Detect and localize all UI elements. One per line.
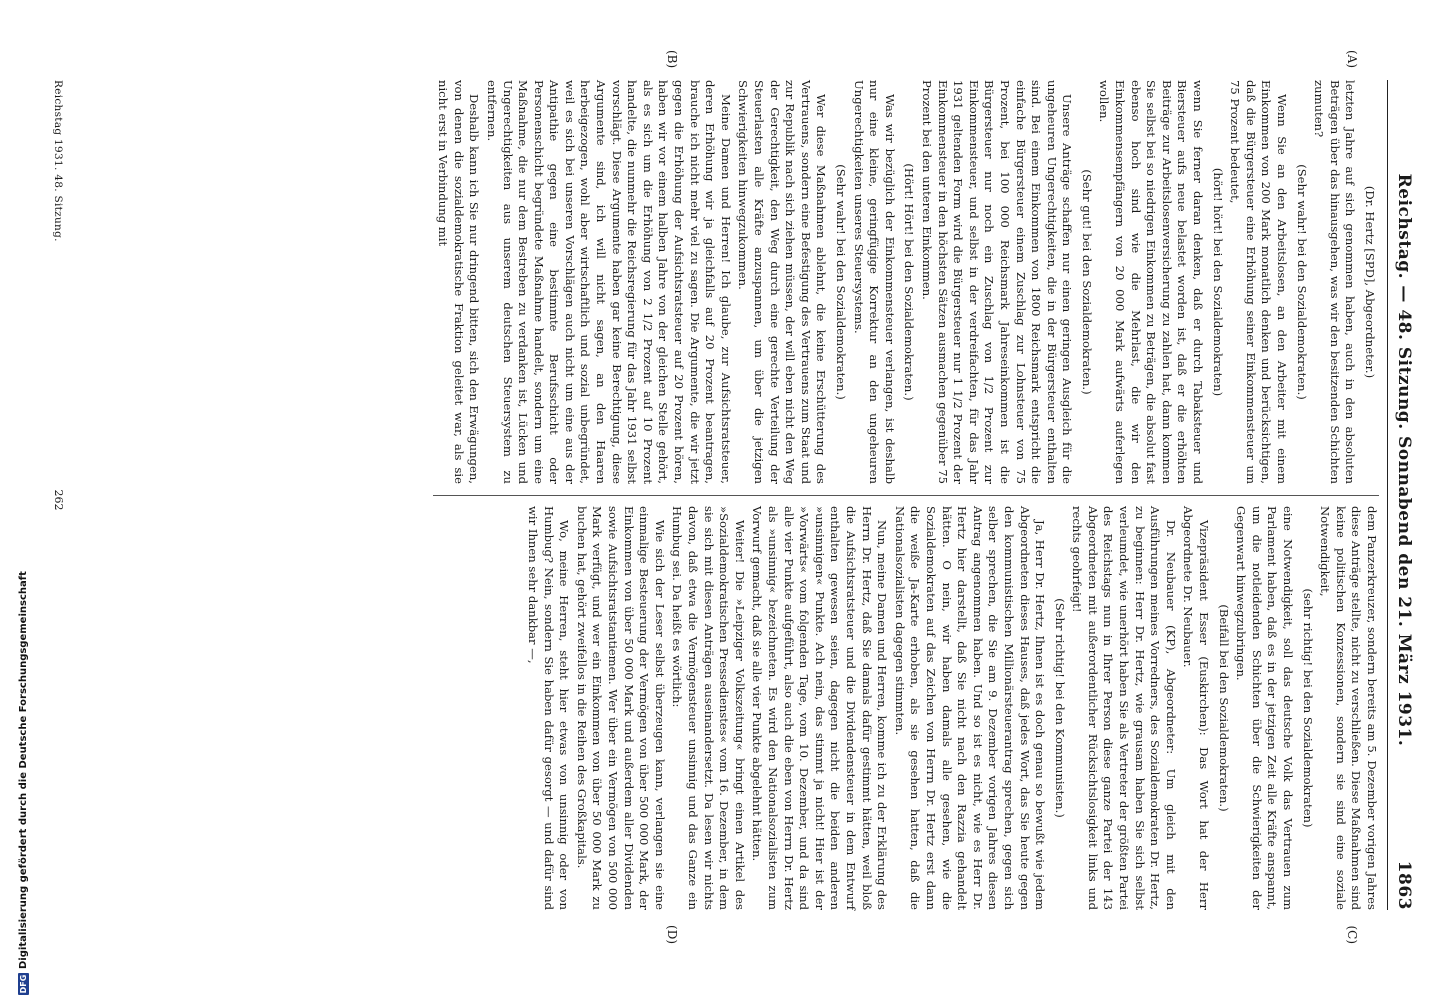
text-columns (433, 50, 1379, 944)
interjection: (Sehr richtig! bei den Kommunisten.) (1052, 598, 1067, 818)
page-number: 1863 (1394, 860, 1414, 910)
paragraph: Dr. Neubauer (KP), Abgeordneter: Um gleich mit den Ausführungen meines Vorredners, des Sozialdemokraten Dr. Hertz, zu beginnen: Herr Dr. Hertz, wie grausam haben Sie sich selbst verleumdet, wie unerhört haben Sie als Vertreter der größten Partei des Reichstags nun in Ihrer Person diese ganze Partei der 143 Abgeordneten mit außerordentlicher Rücksichtslosigkeit links und rechts geohrfeigt! (1070, 506, 1178, 910)
right-column (433, 506, 1379, 910)
paragraph: Wo, meine Herren, steht hier etwas von unsinnig oder von Humbug? Nein, sondern Sie haben dafür gesorgt — und dafür sind wir Ihnen sehr dankbar —, (526, 506, 572, 910)
footer-page-number: 262 (52, 489, 65, 511)
page-header (1387, 80, 1414, 910)
margin-letter-d: (D) (665, 925, 679, 944)
paragraph: Was wir bezüglich der Einkommensteuer verlangen, ist deshalb nur eine kleine, geringfügige Korrektur an den ungeheuren Ungerechtigkeiten unseres Steuersystems. (851, 80, 897, 484)
footer-session: Reichstag 1931. 48. Sitzung. (52, 80, 64, 242)
margin-letter-b: (B) (665, 50, 679, 69)
document-page (34, 0, 1434, 1000)
margin-letter-a: (A) (1345, 50, 1359, 69)
paragraph: letzten Jahre auf sich genommen haben, auch in den absoluten Beträgen über das hinausgehen, was wir den besitzenden Schichten zumuten? (1312, 80, 1358, 484)
funder-strip (4, 0, 29, 1000)
paragraph: Unsere Anträge schaffen nur einen geringen Ausgleich für die ungeheuren Ungerechtigkeiten, die in der Bürgersteuer enthalten sind. Bei einem Einkommen von 1800 Reichsmark entspricht die einfache Bürgersteuer einem Zuschlag zur Lohnsteuer von 75 Prozent, bei 100 000 Reichsmark Jahreseinkommen ist die Bürgersteuer nur noch ein Zuschlag von 1/2 Prozent zur Einkommensteuer, und selbst in der verdreifachten, für das Jahr 1931 geltenden Form wird die Bürgersteuer nur 1 1/2 Prozent der Einkommensteuer in den höchsten Sätzen ausmachen gegenüber 75 Prozent bei den unteren Einkommen. (919, 80, 1075, 484)
block-quote: Wie sich der Leser selbst überzeugen kann, verlangen sie eine einmalige Besteuerung der Vermögen von über 500 000 Mark, der Einkommen von über 50 000 Mark und außerdem aller Dividenden sowie Aufsichtsratstantiemen. Wer über ein Vermögen von 500 000 Mark verfügt, und wer ein Einkommen von über 50 000 Mark zu buchen hat, gehört zweifellos in die Reihen des Großkapitals. (574, 506, 667, 910)
paragraph: dem Panzerkreuzer, sondern bereits am 5. Dezember vorigen Jahres diese Anträge stellte, nicht zu verschließen. Diese Maßnahmen sind keine politischen Konzessionen, sondern sie sind eine soziale Notwendigkeit, (1318, 506, 1379, 910)
funder-note (18, 5, 29, 995)
paragraph: eine Notwendigkeit, soll das deutsche Volk das Vertrauen zum Parlament haben, daß es in der jetzigen Zeit alle Kräfte anspannt, um die notleidenden Schichten über die Schwierigkeiten der Gegenwart hinwegzubringen. (1234, 506, 1296, 910)
interjection: (Sehr wahr! bei den Sozialdemokraten.) (1294, 164, 1309, 400)
paragraph: Deshalb kann ich Sie nur dringend bitten, sich den Erwägungen, von denen die sozialdemokratische Fraktion geleitet war, als sie nicht erst in Verbindung mit (436, 80, 482, 484)
dfg-logo-icon: DFG (19, 974, 28, 994)
paragraph: wenn Sie ferner daran denken, daß er durch Tabaksteuer und Biersteuer aufs neue belastet worden ist, daß er die erhöhten Beiträge zur Arbeitslosenversicherung zu zahlen hat, dann kommen Sie selbst bei so niedrigen Einkommen zu Beträgen, die absolut fast ebenso hoch sind wie die Mehrlast, die wir den Einkommensempfängern von 20 000 Mark aufwärts auferlegen wollen. (1097, 80, 1206, 484)
interjection: (Hört! Hört! bei den Sozialdemokraten.) (902, 163, 917, 401)
paragraph: Meine Damen und Herren! Ich glaube, zur Aufsichtsratsteuer, deren Erhöhung wir ja gleichfalls auf 20 Prozent beantragen, brauche ich nicht mehr viel zu sagen. Die Argumente, die wir jetzt gegen die Erhöhung der Aufsichtsratsteuer auf 20 Prozent hören, haben wir vor einem halben Jahre von der gleichen Stelle gehört, als es sich um die Erhöhung von 2 1/2 Prozent auf 10 Prozent handelte, die nunmehr die Reichsregierung für das Jahr 1931 selbst vorschlägt. Diese Argumente haben gar keine Berechtigung, diese Argumente sind, ich will nicht sagen, an den Haaren herbeigezogen, wohl aber wirtschaftlich und sozial unbegründet, weil es sich bei unseren Vorschlägen auch nicht um eine aus der Antipathie gegen eine bestimmte Berufsschicht oder Personenschicht begründete Maßnahme handelt, sondern um eine Maßnahme, die nur dem Bestreben zu verdanken ist, Lücken und Ungerechtigkeiten aus unserem deutschen Steuersystem zu entfernen. (484, 80, 733, 484)
left-column (433, 80, 1379, 484)
paragraph: Wenn Sie an den Arbeitslosen, an den Arbeiter mit einem Einkommen von 200 Mark monatlich denken und berücksichtigen, daß die Bürgersteuer eine Erhöhung seiner Einkommensteuer um 75 Prozent bedeutet, (1228, 80, 1290, 484)
interjection: (Beifall bei den Sozialdemokraten.) (1216, 604, 1231, 812)
margin-letter-c: (C) (1345, 925, 1359, 944)
paragraph: Vizepräsident Esser (Euskirchen): Das Wort hat der Herr Abgeordnete Dr. Neubauer. (1181, 506, 1212, 910)
paragraph: Wer diese Maßnahmen ablehnt, die keine Erschütterung des Vertrauens, sondern eine Befestigung des Vertrauens zum Staat und zur Republik nach sich ziehen müssen, der will eben nicht den Weg der Gerechtigkeit, den Weg durch eine gerechte Verteilung der Steuerlasten alle Kräfte anzuspannen, um über die jetzigen Schwierigkeiten hinwegzukommen. (736, 80, 829, 484)
speaker-line: (Dr. Hertz [SPD], Abgeordneter.) (1363, 185, 1377, 379)
column-divider (433, 495, 1379, 496)
paragraph: Weiter! Die »Leipziger Volkszeitung« bringt einen Artikel des »Sozialdemokratischen Pressedienstes« vom 16. Dezember, in dem sie sich mit diesen Anträgen auseinandersetzt. Da lesen wir nichts davon, daß etwa die Vermögensteuer unsinnig und das Ganze ein Humbug sei. Da heißt es wörtlich: (670, 506, 747, 910)
interjection: (Sehr wahr! bei den Sozialdemokraten.) (834, 164, 848, 400)
interjection: (Sehr gut! bei den Sozialdemokraten.) (1079, 169, 1094, 395)
header-title: Reichstag. — 48. Sitzung. Sonnabend den 21. März 1931. (1394, 173, 1414, 747)
funder-text: Digitalisierung gefördert durch die Deutsche Forschungsgemeinschaft (18, 571, 29, 969)
paragraph: Ja, Herr Dr. Hertz, Ihnen ist es doch genau so bewußt wie jedem Abgeordneten dieses Hauses, daß jedes Wort, das Sie heute gegen den kommunistischen Millionärsteuerantrag sprechen, gegen sich selber sprechen, die Sie am 9. Dezember vorigen Jahres diesen Antrag angenommen haben. Und so ist es nicht, wie es Herr Dr. Hertz hier darstellt, daß Sie nicht nach den Razzia gehandelt hätten. O nein, wir haben damals alle gesehen, wie die Sozialdemokraten auf das Zeichen von Herrn Dr. Hertz erst dann die weiße Ja-Karte erhoben, als sie gesehen hatten, daß die Nationalsozialisten dagegen stimmten. (892, 506, 1048, 910)
interjection: (hört! hört! bei den Sozialdemokraten) (1210, 167, 1225, 397)
paragraph: Nun, meine Damen und Herren, komme ich zu der Erklärung des Herrn Dr. Hertz, daß Sie damals dafür gestimmt hätten, weil bloß die Aufsichtsratsteuer und die Dividendensteuer in dem Entwurf enthalten gewesen seien, dagegen nicht die beiden anderen »unsinnigen« Punkte. Ach nein, das stimmt ja nicht! Hier ist der »Vorwärts« vom folgenden Tage, vom 10. Dezember, und da sind alle vier Punkte aufgeführt, also auch die eben von Herrn Dr. Hertz als »unsinnig« bezeichneten. Es wird den Nationalsozialisten zum Vorwurf gemacht, daß sie alle vier Punkte abgelehnt hätten. (750, 506, 890, 910)
interjection: (sehr richtig! bei den Sozialdemokraten) (1300, 588, 1315, 828)
